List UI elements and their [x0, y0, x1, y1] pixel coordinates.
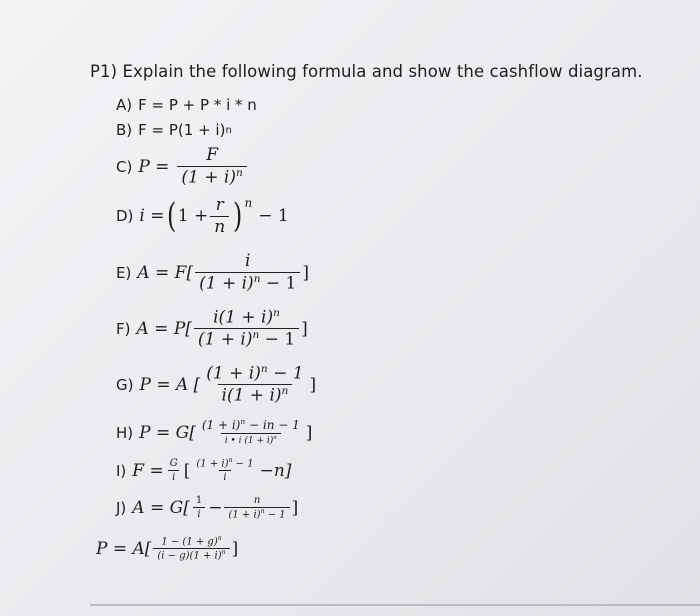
formula-i	[116, 458, 291, 483]
formula-h-close: ]	[305, 422, 313, 443]
formula-j-one-numerator: 1	[195, 495, 203, 507]
formula-g	[116, 364, 316, 406]
formula-f-fraction	[194, 308, 299, 350]
formula-i-g-numerator: G	[169, 458, 178, 470]
formula-c-denominator: $(1 + i)^n$	[177, 166, 246, 187]
formula-d-lhs: i =	[139, 206, 165, 227]
formula-k-fraction	[153, 536, 229, 562]
problem-title: P1) Explain the following formula and show the cashflow diagram.	[90, 62, 643, 81]
formula-i-open: [	[183, 460, 191, 481]
formula-j-lhs: A = G[	[132, 497, 190, 518]
formula-e-fraction	[195, 252, 300, 293]
formula-f-label: F)	[116, 319, 131, 338]
formula-i-g-over-i	[166, 458, 182, 483]
formula-g-fraction	[202, 364, 307, 406]
formula-j-fraction	[224, 495, 289, 520]
formula-f-close: ]	[301, 318, 308, 339]
formula-f	[116, 308, 308, 350]
formula-g-lhs: P = A [	[139, 374, 201, 395]
formula-j-close: ]	[291, 497, 299, 518]
formula-i-denominator: i	[219, 470, 230, 483]
formula-h-label: H)	[116, 423, 134, 442]
formula-k-lhs: P = A[	[96, 538, 152, 559]
formula-g-denominator: $i(1 + i)^n$	[218, 384, 293, 405]
formula-g-numerator: $(1 + i)^n - 1$	[206, 363, 304, 384]
formula-e-numerator: i	[245, 251, 251, 271]
formula-c	[116, 146, 249, 187]
formula-c-numerator: F	[206, 145, 218, 165]
formula-h-denominator: i • i $(1 + i)^n$	[221, 433, 281, 447]
formula-b-exponent: n	[225, 124, 232, 136]
formula-c-fraction	[177, 146, 246, 187]
formula-e-lhs: A = F[	[137, 262, 194, 283]
formula-c-lhs: P =	[138, 156, 170, 177]
formula-b	[116, 121, 232, 139]
formula-c-label: C)	[116, 157, 133, 176]
formula-j-one-denominator: i	[193, 507, 204, 520]
formula-h-lhs: P = G[	[139, 422, 196, 443]
formula-j-one-over-i	[192, 495, 206, 520]
formula-j-numerator: n	[253, 495, 261, 506]
formula-k-numerator: $1 - (1 + g)^n$	[161, 535, 222, 548]
formula-d-one: 1 +	[177, 206, 209, 227]
formula-i-numerator: $(1 + i)^n - 1$	[196, 457, 254, 470]
formula-d-tail: − 1	[258, 206, 289, 227]
formula-b-label: B)	[116, 121, 133, 139]
formula-i-g-denominator: i	[168, 470, 179, 483]
formula-h-fraction	[198, 418, 304, 447]
formula-i-tail: −n]	[259, 460, 292, 481]
formula-h	[116, 418, 312, 447]
formula-k-denominator: $(i - g)(1 + i)^n$	[153, 548, 229, 561]
formula-a	[116, 96, 257, 114]
right-paren-icon: )	[233, 196, 243, 237]
formula-a-text: F = P + P * i * n	[138, 96, 257, 114]
formula-d-denominator: n	[210, 216, 229, 237]
formula-h-numerator: $(1 + i)^n$ − in − 1	[201, 417, 300, 432]
formula-k	[96, 536, 238, 562]
formula-d-fraction	[210, 196, 229, 236]
formula-j-label: J)	[116, 498, 127, 517]
formula-j-minus: −	[208, 497, 223, 518]
formula-b-text: F = P(1 + i)	[138, 121, 226, 139]
formula-a-label: A)	[116, 96, 133, 114]
formula-f-numerator: $i(1 + i)^n$	[213, 307, 280, 328]
formula-d-exponent: n	[244, 196, 253, 210]
formula-e-label: E)	[116, 263, 132, 282]
formula-i-label: I)	[116, 461, 127, 480]
formula-f-lhs: A = P[	[136, 318, 192, 339]
formula-d-label: D)	[116, 207, 134, 226]
formula-d	[116, 196, 289, 236]
formula-i-fraction	[192, 458, 257, 483]
formula-g-label: G)	[116, 375, 134, 394]
formula-j	[116, 495, 298, 520]
formula-k-close: ]	[231, 538, 239, 559]
formula-e	[116, 252, 309, 293]
bottom-divider	[90, 604, 700, 606]
formula-d-numerator: r	[215, 195, 224, 215]
formula-i-lhs: F =	[132, 460, 164, 481]
formula-e-close: ]	[302, 262, 309, 283]
formula-e-denominator: $(1 + i)^n - 1$	[195, 272, 300, 293]
formula-f-denominator: $(1 + i)^n - 1$	[194, 328, 299, 349]
formula-g-close: ]	[309, 374, 317, 395]
formula-j-denominator: $(1 + i)^n - 1$	[224, 507, 289, 520]
left-paren-icon: (	[166, 196, 176, 237]
